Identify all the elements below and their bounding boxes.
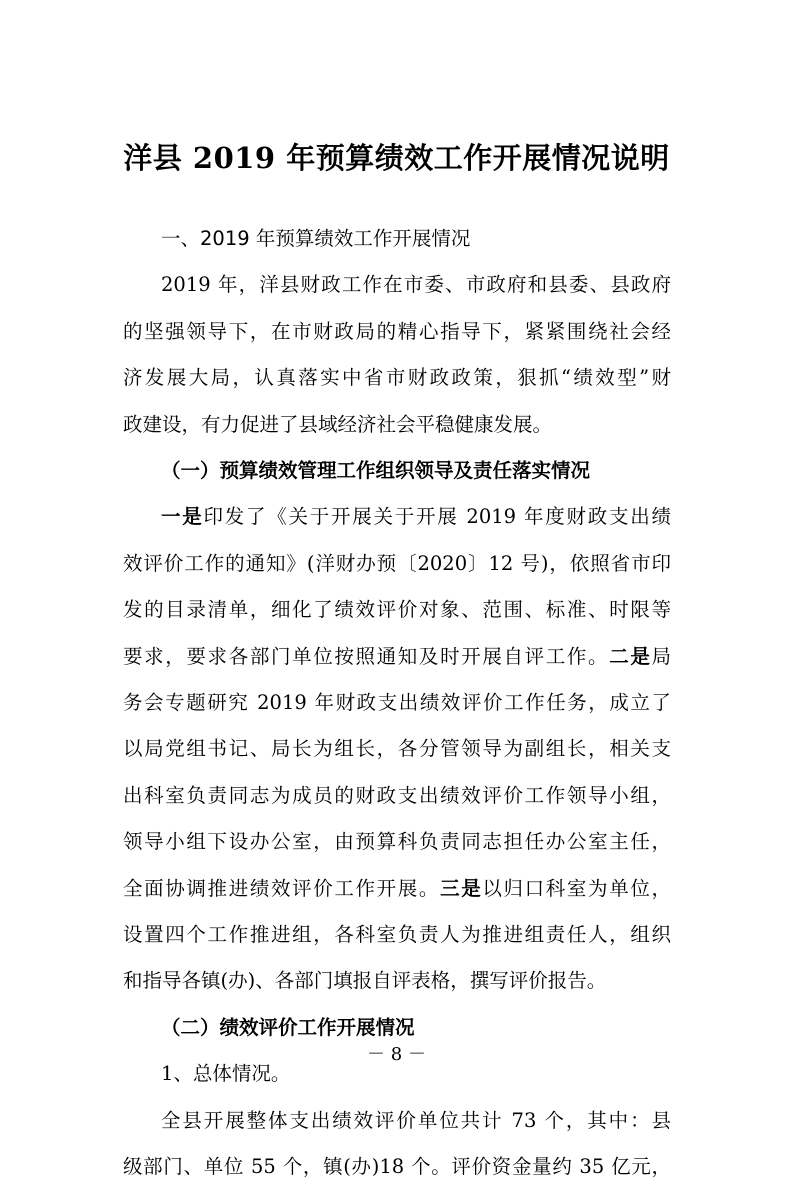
line-text: 印发了《关于开展关于开展 2019 年度财政支出绩: [203, 505, 671, 529]
line-text: 以归口科室为单位，: [482, 876, 671, 900]
paragraph-line: 以局党组书记、局长为组长，各分管领导为副组长，相关支: [123, 737, 671, 761]
document-title: 洋县 2019 年预算绩效工作开展情况说明: [123, 141, 670, 175]
paragraph-line: 出科室负责同志为成员的财政支出绩效评价工作领导小组，: [123, 783, 671, 807]
subsection-heading-1: （一）预算绩效管理工作组织领导及责任落实情况: [161, 459, 591, 482]
emphasis-lead: 三是: [440, 876, 483, 900]
paragraph-line: 发的目录清单，细化了绩效评价对象、范围、标准、时限等: [123, 598, 671, 622]
paragraph-line: 的坚强领导下，在市财政局的精心指导下，紧紧围绕社会经: [123, 319, 671, 343]
line-text: 局: [651, 644, 671, 668]
paragraph-line: 济发展大局，认真落实中省市财政政策，狠抓“绩效型”财: [123, 366, 671, 390]
paragraph-line: [161, 494, 671, 541]
emphasis-lead: 二是: [609, 644, 652, 668]
page-number: － 8 －: [367, 1044, 426, 1065]
emphasis-lead: 一是: [161, 505, 204, 529]
paragraph-line: 政建设，有力促进了县域经济社会平稳健康发展。: [123, 412, 553, 436]
paragraph-line: [123, 866, 671, 913]
paragraph-line: 全县开展整体支出绩效评价单位共计 73 个，其中：县: [161, 1108, 671, 1132]
paragraph-line: 务会专题研究 2019 年财政支出绩效评价工作任务，成立了: [123, 691, 671, 714]
paragraph-line: 和指导各镇(办)、各部门填报自评表格，撰写评价报告。: [123, 969, 607, 993]
paragraph-line: 领导小组下设办公室，由预算科负责同志担任办公室主任，: [123, 830, 671, 854]
line-text: 要求，要求各部门单位按照通知及时开展自评工作。: [123, 644, 610, 668]
paragraph-line: 级部门、单位 55 个，镇(办)18 个。评价资金量约 35 亿元，: [123, 1155, 671, 1178]
line-text: 全面协调推进绩效评价工作开展。: [123, 876, 441, 900]
paragraph-line: [123, 634, 671, 681]
paragraph-line: 2019 年，洋县财政工作在市委、市政府和县委、县政府: [161, 273, 671, 297]
paragraph-line: 设置四个工作推进组，各科室负责人为推进组责任人，组织: [123, 923, 671, 946]
paragraph-line: 效评价工作的通知》(洋财办预〔2020〕12 号)，依照省市印: [123, 551, 671, 575]
list-item: 1、总体情况。: [161, 1062, 291, 1086]
section-heading-1: 一、2019 年预算绩效工作开展情况: [161, 227, 471, 250]
subsection-heading-2: （二）绩效评价工作开展情况: [161, 1015, 415, 1039]
